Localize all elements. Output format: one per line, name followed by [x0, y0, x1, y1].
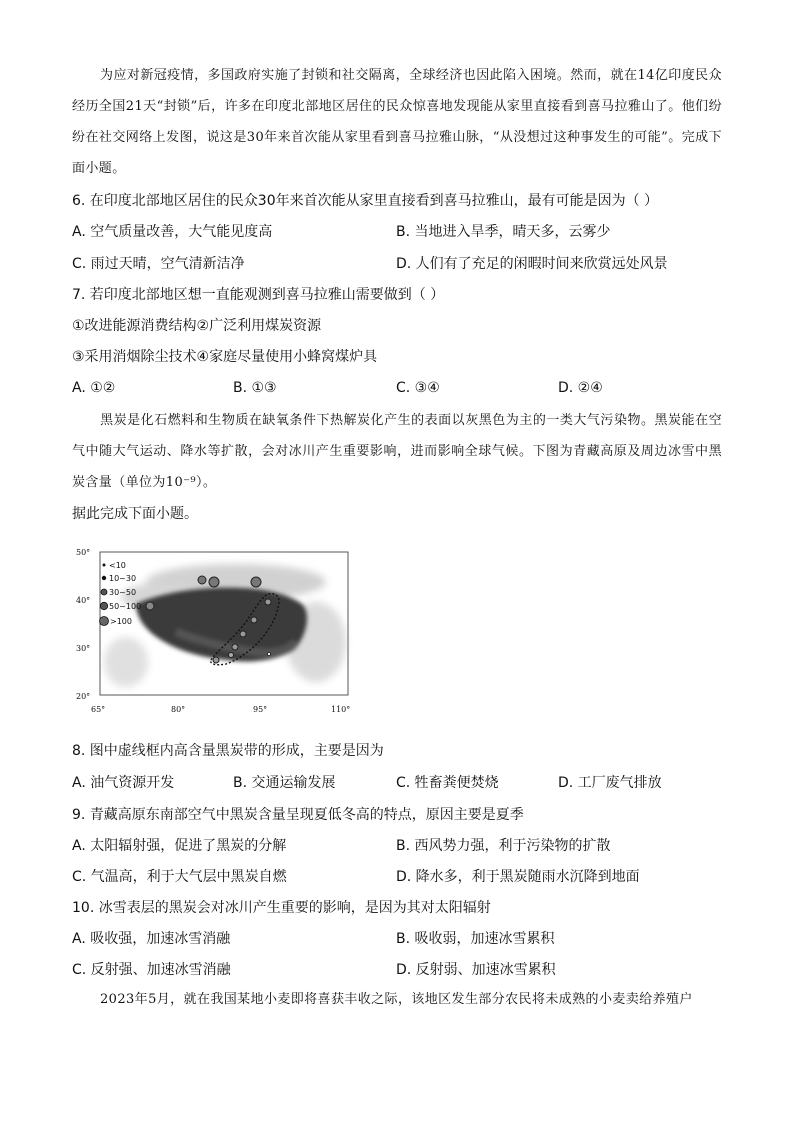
q8-stem: 8. 图中虚线框内高含量黑炭带的形成，主要是因为 [72, 743, 384, 759]
site [198, 576, 206, 584]
site [229, 653, 234, 658]
q9-option-a[interactable]: A. 太阳辐射强，促进了黑炭的分解 [72, 838, 287, 854]
legend-marker [100, 602, 107, 609]
lat-tick-label: 20° [76, 692, 91, 701]
lon-tick-label: 95° [253, 705, 268, 714]
q10-option-c[interactable]: C. 反射强、加速冰雪消融 [72, 962, 231, 978]
legend-marker [100, 617, 109, 626]
lat-axis [76, 548, 90, 701]
site [251, 577, 261, 587]
lat-tick-label: 50° [76, 548, 91, 557]
passage-black-carbon [72, 405, 722, 498]
q7-option-c[interactable]: C. ③④ [396, 380, 440, 396]
q6-option-b[interactable]: B. 当地进入旱季，晴天多，云雾少 [396, 224, 611, 240]
site [265, 599, 271, 605]
site [232, 644, 238, 650]
q8-option-b[interactable]: B. 交通运输发展 [233, 775, 336, 791]
q7-option-d[interactable]: D. ②④ [558, 380, 603, 396]
q6-option-d[interactable]: D. 人们有了充足的闲暇时间来欣赏远处风景 [396, 256, 668, 272]
q9-option-c[interactable]: C. 气温高，利于大气层中黑炭自燃 [72, 869, 287, 885]
q10-stem: 10. 冰雪表层的黑炭会对冰川产生重要的影响，是因为其对太阳辐射 [72, 900, 491, 916]
site [209, 577, 219, 587]
site [146, 602, 154, 610]
q7-statement-1: ①改进能源消费结构②广泛利用煤炭资源 [72, 318, 322, 334]
q6-option-a[interactable]: A. 空气质量改善，大气能见度高 [72, 224, 273, 240]
legend-marker [102, 576, 106, 580]
legend-label: 50~100 [109, 602, 142, 611]
legend-label: 10~30 [109, 574, 137, 583]
site [251, 617, 257, 623]
lon-tick-label: 65° [91, 705, 106, 714]
passage-instruction: 据此完成下面小题。 [72, 506, 198, 522]
lat-tick-label: 40° [76, 596, 91, 605]
q8-option-d[interactable]: D. 工厂废气排放 [558, 775, 662, 791]
q10-option-a[interactable]: A. 吸收强，加速冰雪消融 [72, 931, 231, 947]
site [240, 631, 246, 637]
q8-option-c[interactable]: C. 牲畜粪便焚烧 [396, 775, 499, 791]
passage-black-carbon-text: 黑炭是化石燃料和生物质在缺氧条件下热解炭化产生的表面以灰黑色为主的一类大气污染物。黑炭能在空气中随大气运动、降水等扩散，会对冰川产生重要影响，进而影响全球气候。下图为青藏高原及周边冰雪中黑炭含量（单位为10⁻⁹）。 [72, 413, 722, 490]
passage-covid-text: 为应对新冠疫情，多国政府实施了封锁和社交隔离，全球经济也因此陷入困境。然而，就在14亿印度民众经历全国21天“封锁”后，许多在印度北部地区居住的民众惊喜地发现能从家里直接看到喜马拉雅山了。他们纷纷在社交网络上发图，说这是30年来首次能从家里看到喜马拉雅山脉，“从没想过这种事发生的可能”。完成下面小题。 [72, 68, 722, 176]
q10-option-b[interactable]: B. 吸收弱，加速冰雪累积 [396, 931, 555, 947]
q9-option-d[interactable]: D. 降水多，利于黑炭随雨水沉降到地面 [396, 869, 640, 885]
q6-stem: 6. 在印度北部地区居住的民众30年来首次能从家里直接看到喜马拉雅山，最有可能是因为（ ） [72, 193, 659, 209]
passage-wheat [72, 984, 722, 1015]
q8-option-a[interactable]: A. 油气资源开发 [72, 775, 175, 791]
q7-stem: 7. 若印度北部地区想一直能观测到喜马拉雅山需要做到（ ） [72, 287, 445, 303]
legend-label: <10 [109, 561, 126, 570]
legend-marker [103, 564, 106, 567]
q7-option-a[interactable]: A. ①② [72, 380, 116, 396]
site [213, 657, 219, 663]
q7-statement-2: ③采用消烟除尘技术④家庭尽量使用小蜂窝煤炉具 [72, 349, 378, 365]
lon-tick-label: 110° [331, 705, 351, 714]
lon-axis [91, 705, 350, 714]
site [268, 653, 271, 656]
q6-option-c[interactable]: C. 雨过天晴，空气清新洁净 [72, 256, 245, 272]
q9-stem: 9. 青藏高原东南部空气中黑炭含量呈现夏低冬高的特点，原因主要是夏季 [72, 807, 524, 823]
passage-wheat-text: 2023年5月，就在我国某地小麦即将喜获丰收之际，该地区发生部分农民将未成熟的小麦卖给养殖户 [100, 992, 693, 1007]
lat-tick-label: 30° [76, 644, 91, 653]
legend-marker [101, 589, 107, 595]
black-carbon-map [66, 542, 366, 727]
lon-tick-label: 80° [171, 705, 186, 714]
q9-option-b[interactable]: B. 西风势力强，利于污染物的扩散 [396, 838, 611, 854]
legend-label: >100 [110, 617, 132, 626]
passage-covid [72, 60, 722, 184]
q7-option-b[interactable]: B. ①③ [233, 380, 277, 396]
q10-option-d[interactable]: D. 反射弱、加速冰雪累积 [396, 962, 556, 978]
legend-label: 30~50 [109, 588, 137, 597]
